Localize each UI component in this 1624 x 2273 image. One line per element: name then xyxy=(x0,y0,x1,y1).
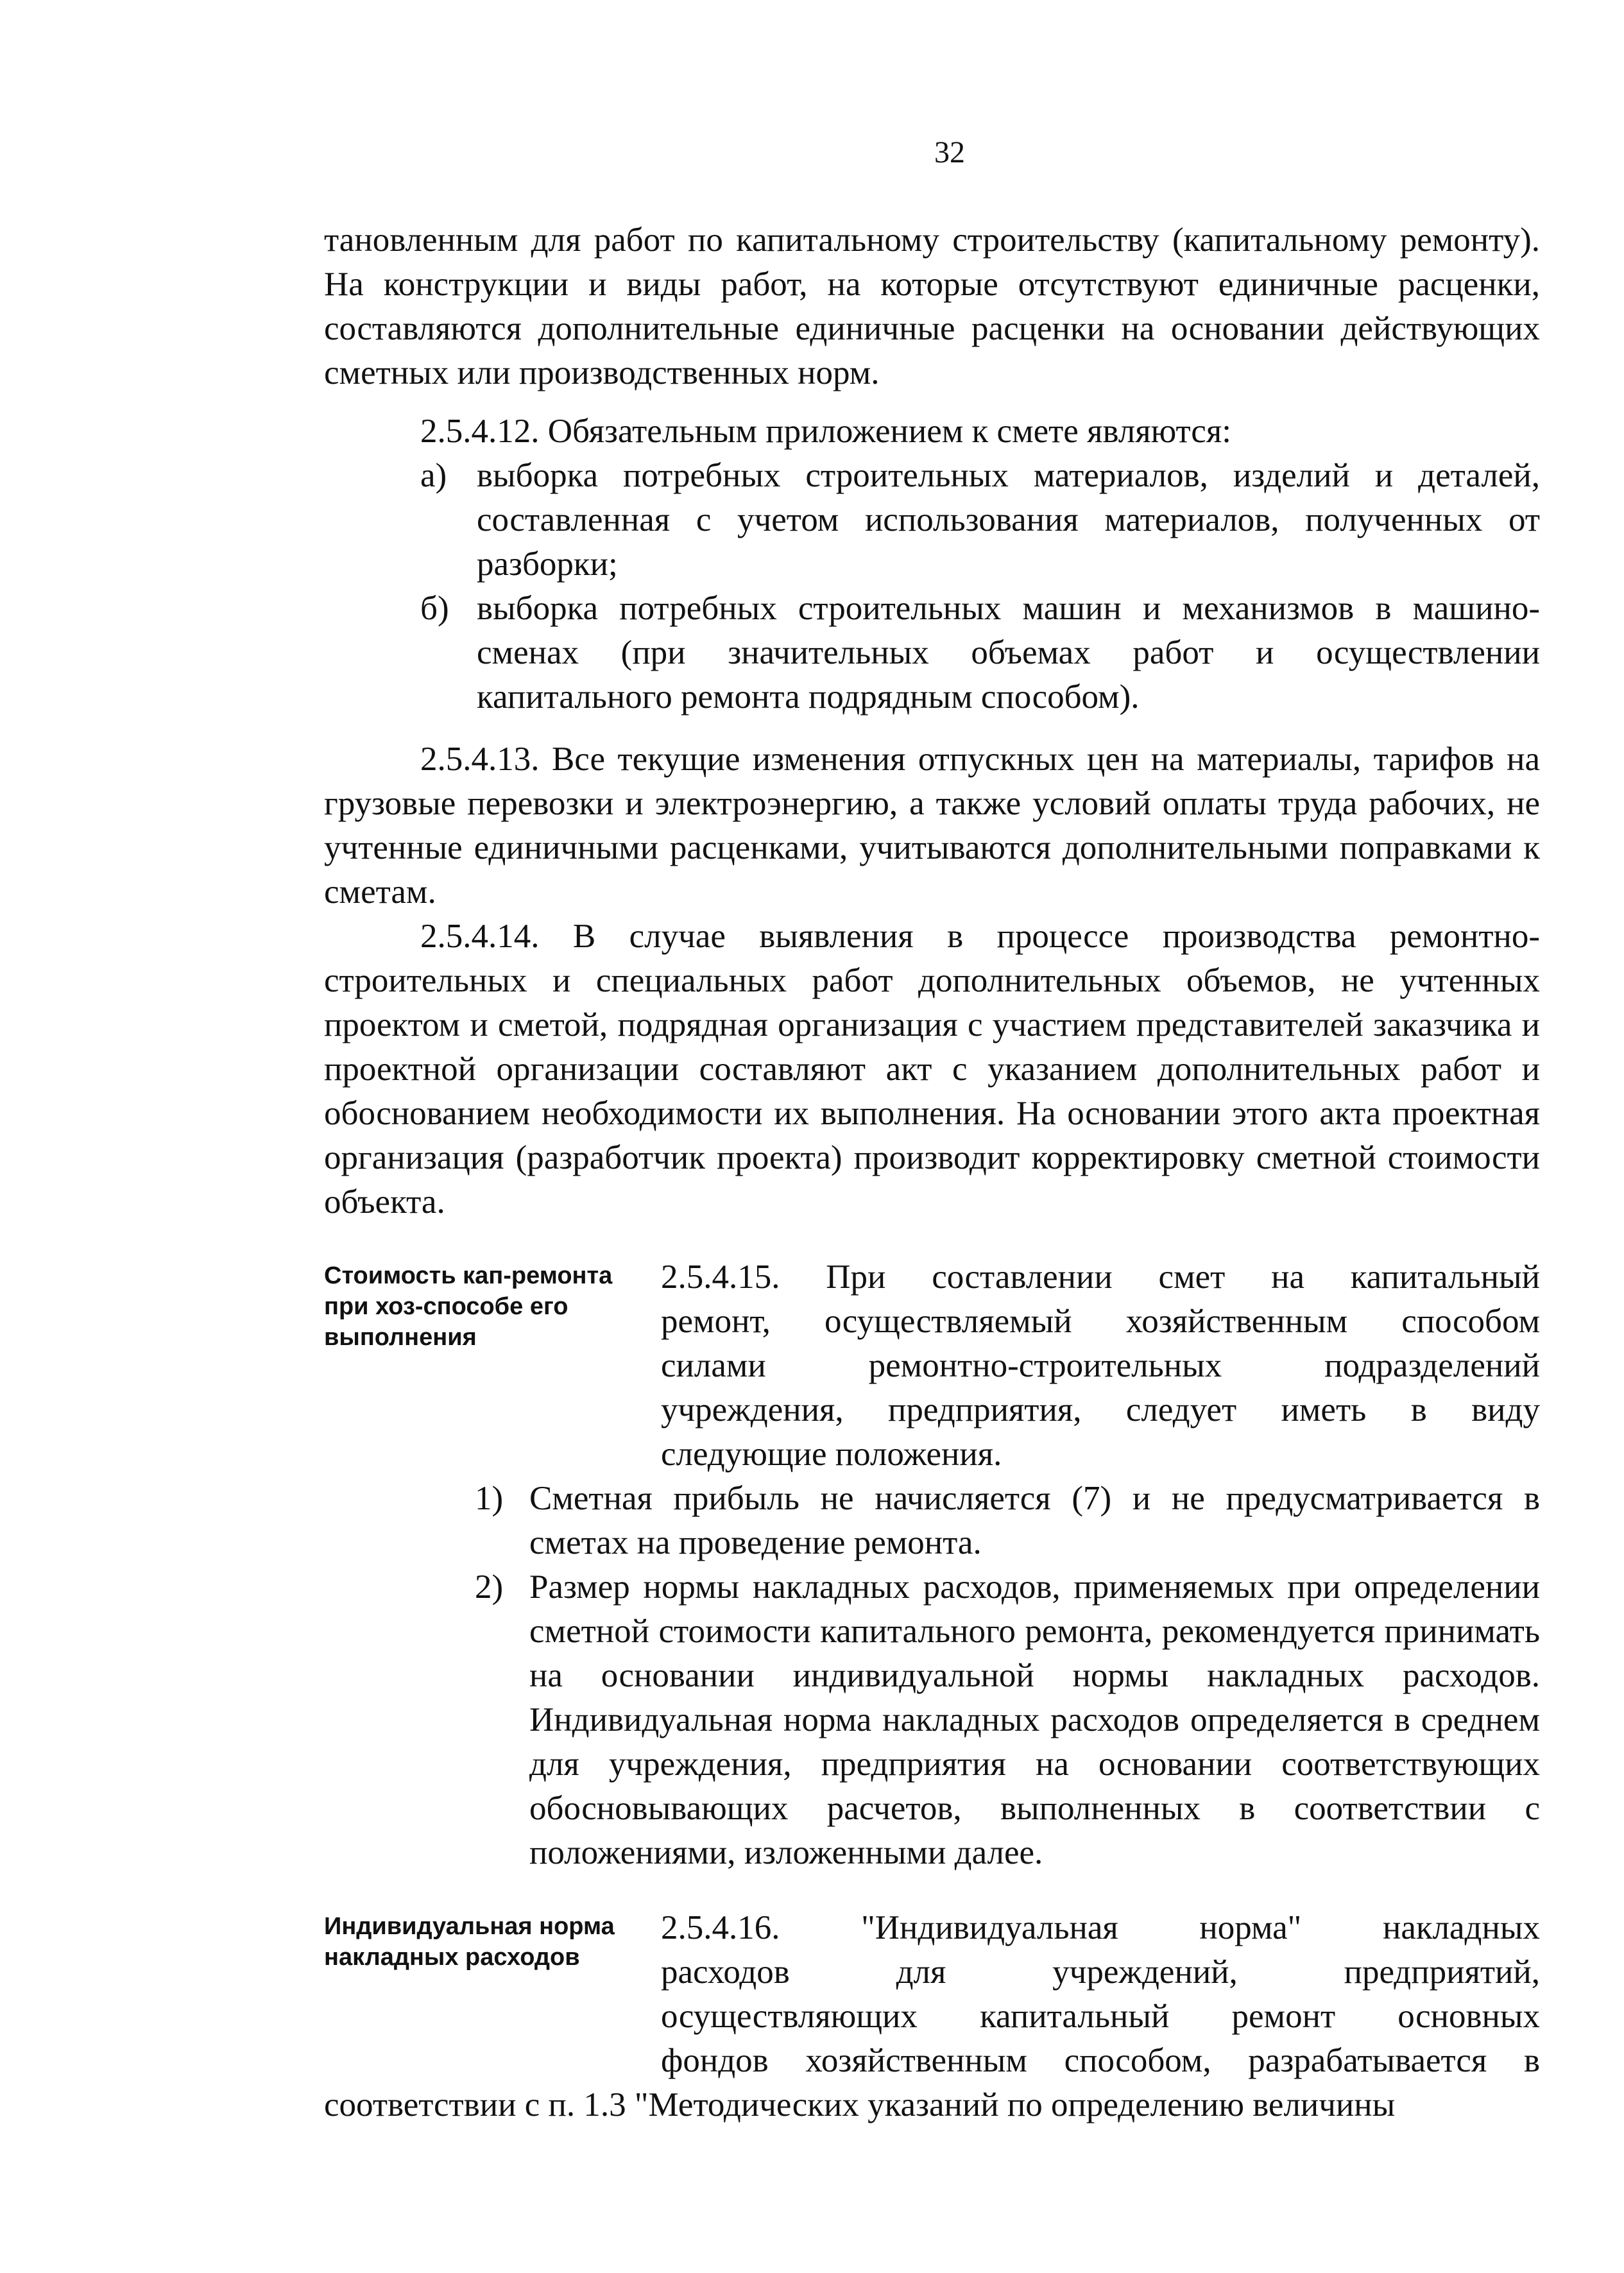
list-marker: а) xyxy=(420,457,447,494)
clause-2-5-4-16-continuation: соответствии с п. 1.3 "Методических указаний по определению величины xyxy=(324,2086,1396,2123)
clause-2-5-4-12-list xyxy=(324,454,1540,719)
list-marker: 2) xyxy=(475,1568,504,1606)
list-item-text: выборка потребных строительных материалов, изделий и деталей, составленная с учетом использования материалов, полученных от разборки; xyxy=(477,457,1540,583)
clause-2-5-4-15-text xyxy=(661,1255,1540,1477)
list-item-text: выборка потребных строительных машин и механизмов в машино-сменах (при значительных объемах работ и осуществлении капитального ремонта подрядным способом). xyxy=(477,590,1540,716)
list-item xyxy=(475,1477,1540,1565)
clause-2-5-4-15-block xyxy=(324,1255,1540,1477)
page-number: 32 xyxy=(934,135,965,169)
text-line: 2.5.4.16. "Индивидуальная норма" накладных xyxy=(661,1909,1540,1946)
text-line: расходов для учреждений, предприятий, xyxy=(661,1953,1540,1991)
text-line: учреждения, предприятия, следует иметь в виду xyxy=(661,1391,1540,1428)
intro-paragraph: тановленным для работ по капитальному строительству (капитальному ремонту). На конструкции и виды работ, на которые отсутствуют единичные расценки, составляются дополнительные единичные расценки на основании действующих сметных или производственных норм. xyxy=(324,221,1540,391)
clause-2-5-4-16-text xyxy=(661,1906,1540,2083)
clause-2-5-4-13: 2.5.4.13. Все текущие изменения отпускных цен на материалы, тарифов на грузовые перевозки и электроэнергию, а также условий оплаты труда рабочих, не учтенные единичными расценками, учитываются дополнительными поправками к сметам. xyxy=(324,741,1540,911)
text-line: следующие положения. xyxy=(661,1436,1002,1473)
text-line: фондов хозяйственным способом, разрабатывается в xyxy=(661,2042,1540,2079)
clause-2-5-4-16-block xyxy=(324,1906,1540,2083)
document-body xyxy=(324,218,1540,2127)
list-marker: 1) xyxy=(475,1480,504,1517)
margin-note-capital-repair-cost: Стоимость кап-ремонта при хоз-способе его выполнения xyxy=(324,1262,613,1351)
list-item xyxy=(420,587,1540,719)
list-item xyxy=(475,1565,1540,1875)
text-line: осуществляющих капитальный ремонт основных xyxy=(661,1998,1540,2035)
text-line: 2.5.4.15. При составлении смет на капитальный xyxy=(661,1258,1540,1296)
clause-2-5-4-12-heading: 2.5.4.12. Обязательным приложением к смете являются: xyxy=(420,413,1231,450)
list-item-text: Сметная прибыль не начисляется (7) и не предусматривается в сметах на проведение ремонта. xyxy=(529,1480,1540,1561)
list-item-text: Размер нормы накладных расходов, применяемых при определении сметной стоимости капитального ремонта, рекомендуется принимать на основании индивидуальной нормы накладных расходов. Индивидуальная норма накладных расходов определяется в среднем для учреждения, предприятия на основании соответствующих обосновывающих расчетов, выполненных в соответствии с положениями, изложенными далее. xyxy=(529,1568,1540,1871)
text-line: силами ремонтно-строительных подразделений xyxy=(661,1347,1540,1384)
list-marker: б) xyxy=(420,590,449,627)
text-line: ремонт, осуществляемый хозяйственным способом xyxy=(661,1303,1540,1340)
clause-2-5-4-15-list xyxy=(324,1477,1540,1875)
clause-2-5-4-14: 2.5.4.14. В случае выявления в процессе производства ремонтно-строительных и специальных работ дополнительных объемов, не учтенных проектом и сметой, подрядная организация с участием представителей заказчика и проектной организации составляют акт с указанием дополнительных работ и обоснованием необходимости их выполнения. На основании этого акта проектная организация (разработчик проекта) производит корректировку сметной стоимости объекта. xyxy=(324,918,1540,1221)
list-item xyxy=(420,454,1540,587)
margin-note-individual-overhead-rate: Индивидуальная норма накладных расходов xyxy=(324,1913,615,1971)
